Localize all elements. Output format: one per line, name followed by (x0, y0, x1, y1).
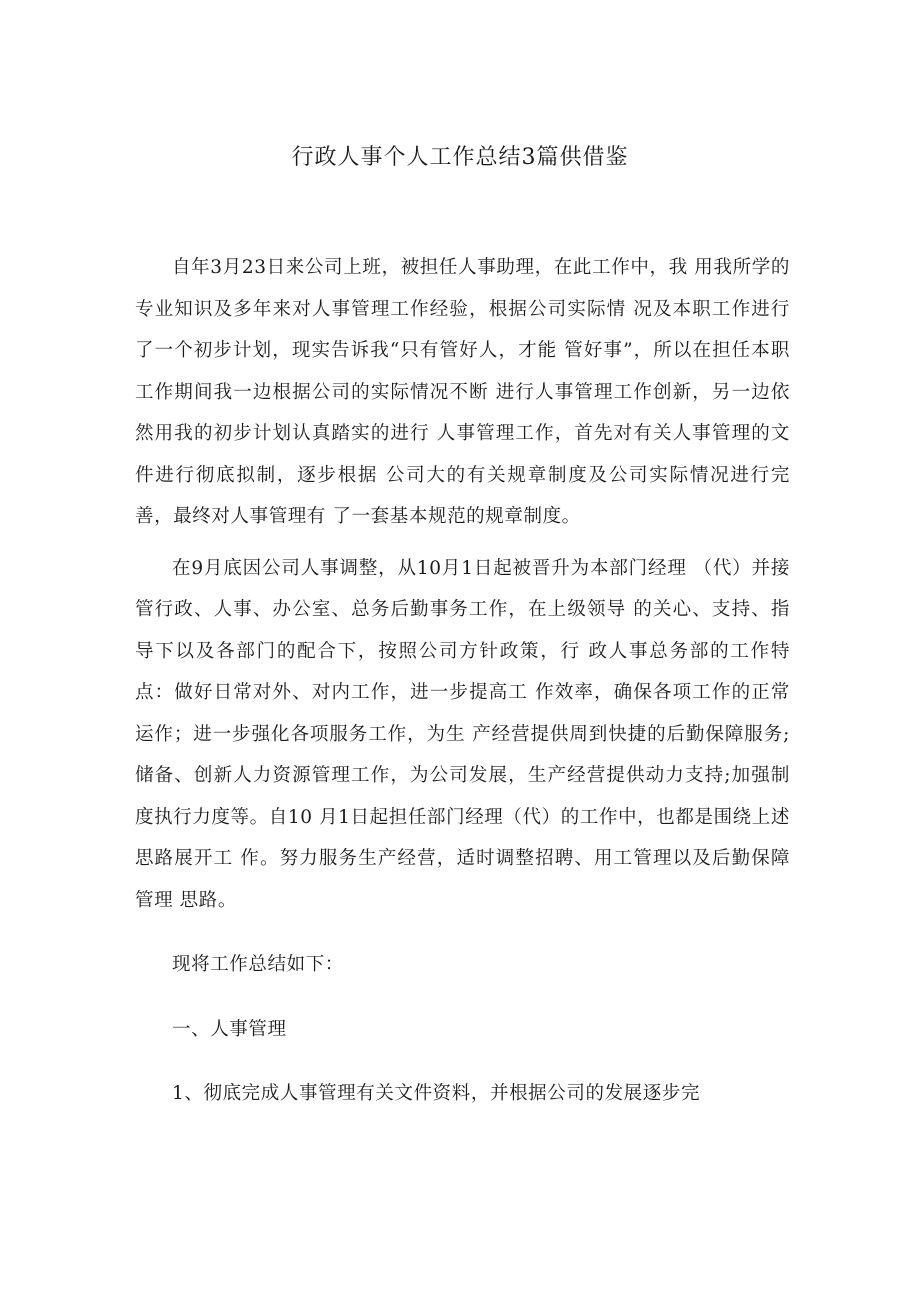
paragraph-intro: 自年3月23日来公司上班，被担任人事助理，在此工作中，我 用我所学的专业知识及多年来对人事管理工作经验，根据公司实际情 况及本职工作进行了一个初步计划，现实告诉我“只有管好人，才能 管好事”，所以在担任本职工作期间我一边根据公司的实际情况不断 进行人事管理工作创新，另一边依然用我的初步计划认真踏实的进行 人事管理工作，首先对有关人事管理的文件进行彻底拟制，逐步根据 公司大的有关规章制度及公司实际情况进行完善，最终对人事管理有 了一套基本规范的规章制度。 (135, 257, 790, 527)
document-title: 行政人事个人工作总结3篇供借鉴 (291, 145, 629, 170)
list-item-1: 1、彻底完成人事管理有关文件资料，并根据公司的发展逐步完 (172, 1083, 701, 1104)
paragraph-summary-lead: 现将工作总结如下： (172, 954, 344, 975)
section-heading-personnel: 一、人事管理 (172, 1018, 287, 1040)
document-body (135, 247, 790, 1115)
paragraph-promotion: 在9月底因公司人事调整，从10月1日起被晋升为本部门经理 （代）并接管行政、人事、办公室、总务后勤事务工作，在上级领导 的关心、支持、指导下以及各部门的配合下，按照公司方针政策，行 政人事总务部的工作特点：做好日常对外、对内工作，进一步提高工 作效率，确保各项工作的正常运作；进一步强化各项服务工作，为生 产经营提供周到快捷的后勤保障服务;储备、创新人力资源管理工作，为公司发展，生产经营提供动力支持;加强制度执行力度等。自10 月1日起担任部门经理（代）的工作中，也都是围绕上述思路展开工 作。努力服务生产经营，适时调整招聘、用工管理以及后勤保障管理 思路。 (135, 557, 790, 911)
